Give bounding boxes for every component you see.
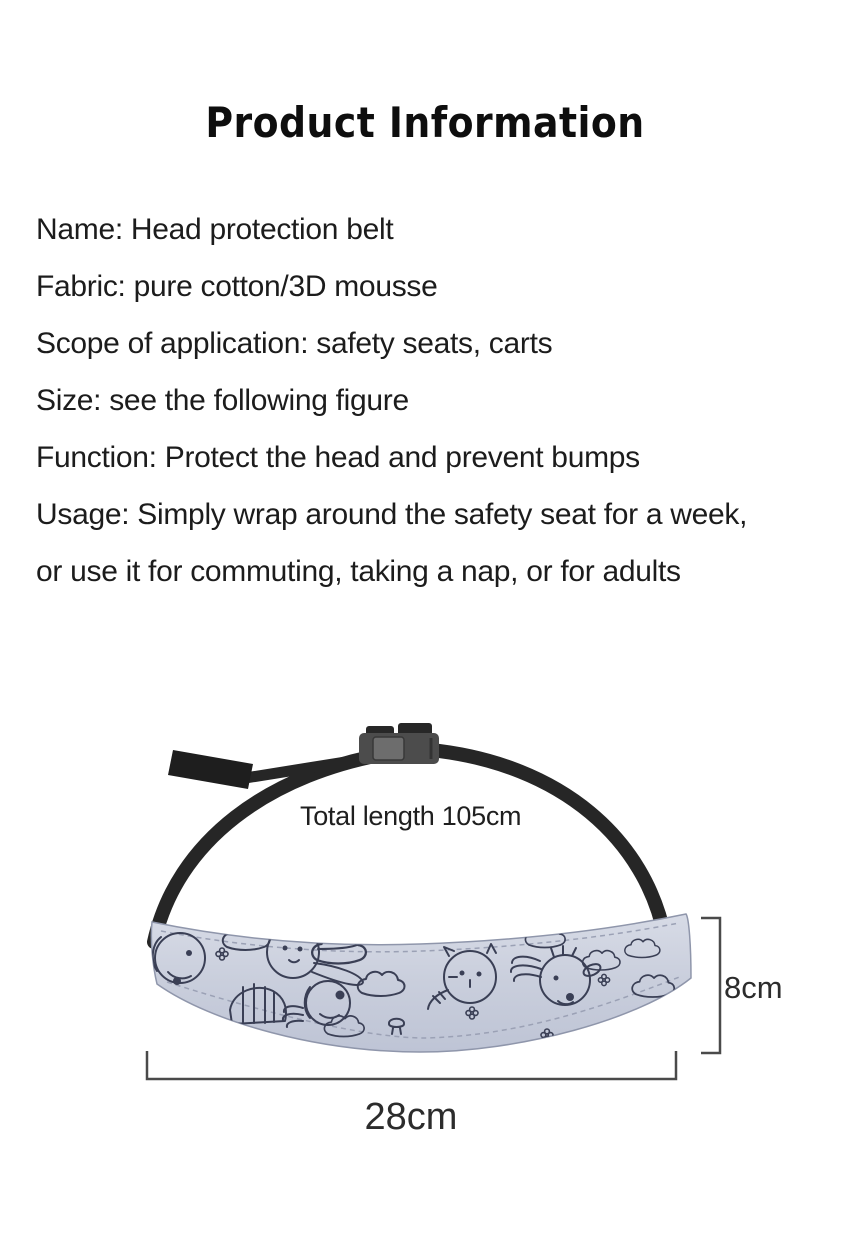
height-dimension-bracket — [701, 918, 720, 1053]
height-label: 8cm — [724, 970, 783, 1005]
spec-fabric: Fabric: pure cotton/3D mousse — [36, 270, 438, 303]
spec-usage-line1: Usage: Simply wrap around the safety seat for a week, — [36, 498, 748, 531]
belt-strap-right — [431, 750, 665, 938]
belt-buckle — [359, 723, 439, 764]
page-title: Product Information — [205, 98, 645, 147]
width-dimension-bracket — [147, 1051, 676, 1079]
spec-function: Function: Protect the head and prevent bumps — [36, 441, 640, 474]
spec-usage-line2: or use it for commuting, taking a nap, or for adults — [36, 555, 681, 588]
total-length-label: Total length 105cm — [300, 801, 522, 831]
belt-strap-left — [154, 752, 397, 942]
spec-scope: Scope of application: safety seats, carts — [36, 327, 553, 360]
product-specs-list — [36, 214, 826, 613]
spec-name: Name: Head protection belt — [36, 213, 394, 246]
spec-size: Size: see the following figure — [36, 384, 409, 417]
width-label: 28cm — [364, 1096, 458, 1138]
belt-strap-tail-tab — [168, 750, 253, 789]
